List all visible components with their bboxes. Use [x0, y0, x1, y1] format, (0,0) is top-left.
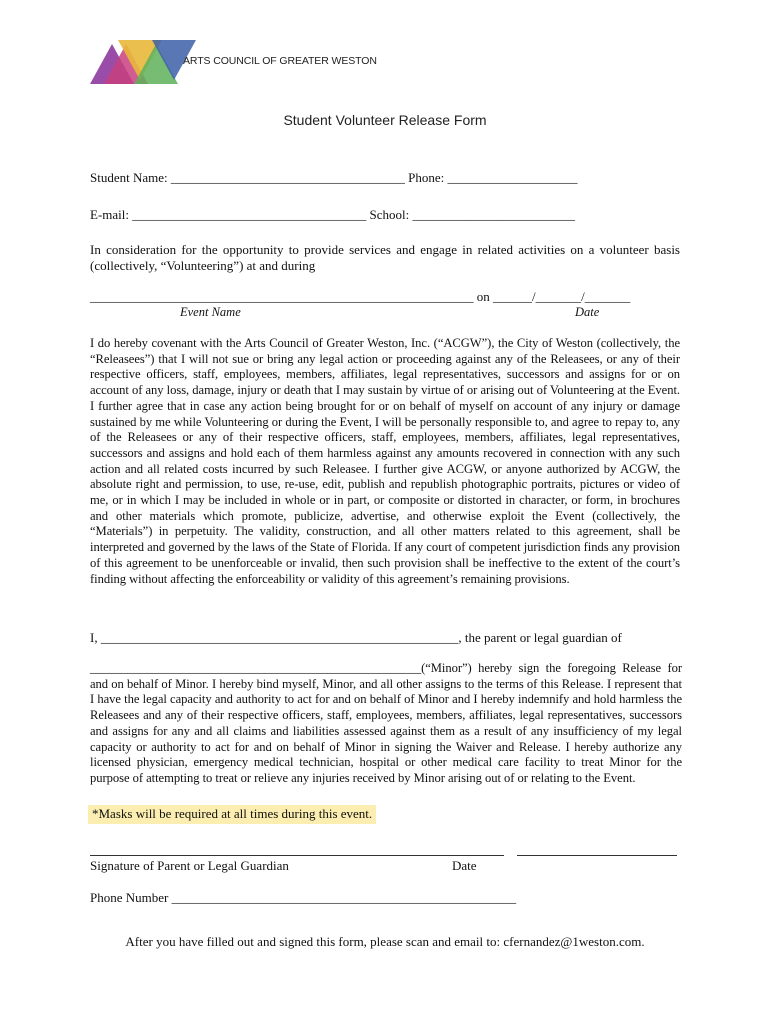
- event-date-field[interactable]: ___________________________________________________________ on ______/_______/_______: [90, 289, 631, 304]
- intro-paragraph: In consideration for the opportunity to provide services and engage in related activities on a volunteer basis (collectively, “Volunteering”) at and during: [90, 242, 680, 273]
- email-school-field[interactable]: E-mail: ____________________________________ School: _________________________: [90, 207, 575, 222]
- signature-date-label: Date: [452, 858, 477, 873]
- event-name-caption: Event Name: [180, 305, 241, 319]
- minor-release-paragraph: _____________________________________________________(“Minor”) hereby sign the foregoing Release for and on behalf of Minor. I hereby bind myself, Minor, and all other assigns to the terms of this Release. I represent that I have the legal capacity and authority to act for and on behalf of Minor and I hereby indemnify and hold harmless the Releasees and any of their respective officers, staff, employees, members, affiliates, legal representatives, successors and assigns for any and all claims and liabilities assessed against them as a result of any insufficiency of my legal capacity or authority to act for and on behalf of Minor in signing the Waiver and Release. I hereby authorize any licensed physician, emergency medical technician, hospital or other medical care facility to treat Minor for the purpose of attempting to treat or relieve any injuries received by Minor arising out of or relating to the Event.: [90, 661, 682, 785]
- student-name-phone-field[interactable]: Student Name: ____________________________________ Phone: ____________________: [90, 170, 578, 185]
- date-signature-line[interactable]: [517, 855, 677, 856]
- page-title: Student Volunteer Release Form: [283, 112, 487, 128]
- signature-label: Signature of Parent or Legal Guardian: [90, 858, 289, 873]
- date-caption: Date: [575, 305, 600, 319]
- covenant-paragraph: I do hereby covenant with the Arts Council of Greater Weston, Inc. (“ACGW”), the City of Weston (collectively, the “Releasees”) that I will not sue or bring any legal action or proceeding against any of the Releasees, or any of their respective officers, staff, employees, members, affiliates, legal representatives, successors and assigns for or on account of any loss, damage, injury or death that I may sustain by virtue of or arising out of Volunteering at the Event. I further agree that in case any action being brought for or on behalf of myself on account of any injury or damage sustained by me while Volunteering or during the Event, I will be personally responsible to, and agree to repay to, any of the Releasees or any of their respective officers, staff, employees, members, affiliates, legal representatives, successors and assigns and hold each of them harmless against any amounts recovered in connection with any such action and all related costs incurred by such Releasee. I further give ACGW, or anyone authorized by ACGW, the absolute right and permission, to use, re-use, edit, publish and republish photographic portraits, pictures or video of me, or in which I may be included in whole or in part, or composite or distorted in character, or form, in brochures and other materials which promote, publicize, advertise, and otherwise exploit the Event (collectively, the “Materials”) in perpetuity. The validity, construction, and all other matters related to this agreement, shall be interpreted and governed by the laws of the State of Florida. If any court of competent jurisdiction finds any provision of this agreement to be unenforceable or invalid, then such provision shall be ineffective to the extent of the court’s finding without affecting the enforceability or validity of this agreement’s remaining provisions.: [90, 336, 680, 586]
- footer-instructions: After you have filled out and signed this form, please scan and email to: cfernandez@1weston.com.: [125, 934, 645, 949]
- org-name: ARTS COUNCIL OF GREATER WESTON: [183, 55, 377, 67]
- mask-requirement-note: *Masks will be required at all times during this event.: [88, 805, 376, 824]
- guardian-name-field[interactable]: I, _______________________________________________________, the parent or legal guardian of: [90, 630, 622, 645]
- signature-line[interactable]: [90, 855, 504, 856]
- phone-number-field[interactable]: Phone Number _____________________________________________________: [90, 890, 517, 905]
